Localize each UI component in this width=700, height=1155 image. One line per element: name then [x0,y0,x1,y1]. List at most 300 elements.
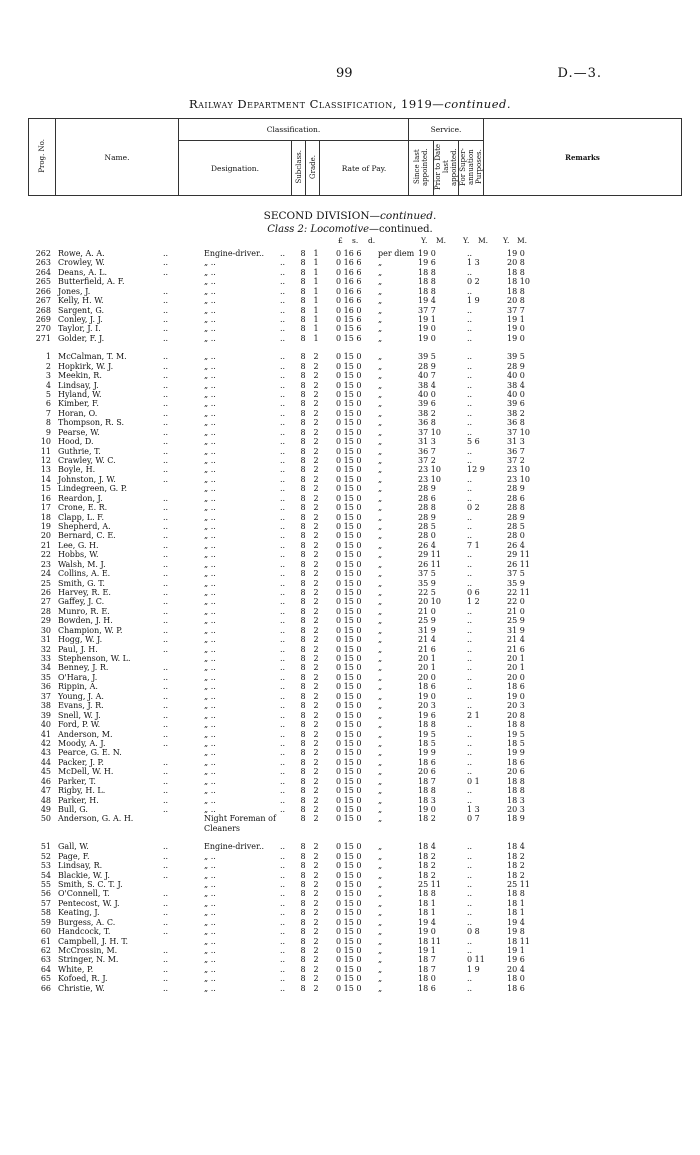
rate-of-pay: 0 15 0 [336,795,362,805]
leader-dots: .. [280,305,286,315]
service-superannuation: 28 5 [507,522,525,532]
leader-dots: .. [163,427,169,437]
service-superannuation: 21 0 [507,606,525,616]
unit-months-3: M. [517,236,528,245]
rate-of-pay: 0 16 6 [336,267,362,277]
service-prior: .. [467,644,473,654]
service-prior: .. [467,522,473,532]
leader-dots: .. [163,672,169,682]
service-superannuation: 18 9 [507,814,525,824]
subclass: 8 [300,559,306,569]
rate-of-pay: 0 15 0 [336,889,362,899]
pay-period: „ [378,606,383,616]
grade: 2 [313,371,319,381]
service-superannuation: 19 6 [507,955,525,965]
employee-name: Thompson, R. S. [58,418,125,428]
employee-name: Anderson, M. [58,729,113,739]
leader-dots: .. [163,767,169,777]
designation: „ .. [204,296,216,306]
employee-name: Burgess, A. C. [58,917,116,927]
service-prior: .. [467,380,473,390]
grade: 2 [313,390,319,400]
leader-dots: .. [280,390,286,400]
rate-of-pay: 0 16 6 [336,286,362,296]
employee-name: Benney, J. R. [58,663,109,673]
prog-no: 38 [40,701,51,711]
service-superannuation: 20 3 [507,804,525,814]
prog-no: 40 [40,720,51,730]
service-since-last: 18 2 [418,851,436,861]
service-since-last: 18 8 [418,267,436,277]
service-since-last: 19 0 [418,804,436,814]
pay-period: per diem [378,249,415,258]
page-number: 99 [336,66,353,81]
pay-period: „ [378,324,383,334]
leader-dots: .. [163,842,169,852]
service-since-last: 38 2 [418,408,436,418]
leader-dots: .. [280,720,286,730]
leader-dots: .. [280,456,286,466]
leader-dots: .. [163,446,169,456]
prog-no: 24 [40,569,51,579]
leader-dots: .. [280,917,286,927]
service-since-last: 22 5 [418,588,436,598]
service-superannuation: 39 6 [507,399,525,409]
service-since-last: 35 9 [418,578,436,588]
grade: 2 [313,644,319,654]
prog-no: 265 [35,277,51,287]
service-since-last: 18 4 [418,842,436,852]
employee-name: McCalman, T. M. [58,352,127,362]
rate-of-pay: 0 15 0 [336,936,362,946]
employee-name: Crowley, W. [58,258,105,268]
service-prior: .. [467,757,473,767]
rate-of-pay: 0 15 0 [336,531,362,541]
rate-of-pay: 0 15 0 [336,418,362,428]
rate-of-pay: 0 15 0 [336,654,362,664]
prog-no: 51 [40,842,51,852]
leader-dots: .. [280,418,286,428]
grade: 2 [313,861,319,871]
pay-period: „ [378,503,383,513]
service-prior: .. [467,729,473,739]
prog-no: 28 [40,606,51,616]
leader-dots: .. [280,757,286,767]
grade: 2 [313,361,319,371]
service-since-last: 21 0 [418,606,436,616]
leader-dots: .. [280,974,286,984]
pay-period: „ [378,267,383,277]
grade: 2 [313,738,319,748]
pay-period: „ [378,456,383,466]
leader-dots: .. [163,625,169,635]
subclass: 8 [300,983,306,993]
unit-months-2: M. [478,236,489,245]
service-since-last: 19 0 [418,691,436,701]
pay-period: „ [378,465,383,475]
subclass: 8 [300,333,306,343]
leader-dots: .. [280,682,286,692]
grade: 2 [313,418,319,428]
rate-of-pay: 0 15 6 [336,315,362,324]
prog-no: 59 [40,917,51,927]
service-since-last: 25 9 [418,616,436,626]
subclass: 8 [300,654,306,664]
unit-years-3: Y. [503,236,510,245]
leader-dots: .. [280,654,286,664]
designation: „ .. [204,861,216,871]
pay-period: „ [378,635,383,645]
leader-dots: .. [163,898,169,908]
designation: „ .. [204,418,216,428]
designation: „ .. [204,701,216,711]
service-prior: 0 7 [467,814,480,824]
leader-dots: .. [280,267,286,277]
leader-dots: .. [280,296,286,306]
title-continued: continued. [444,97,512,111]
employee-name: Hyland, W. [58,390,102,400]
rate-of-pay: 0 15 0 [336,851,362,861]
service-since-last: 19 1 [418,315,436,324]
service-prior: .. [467,267,473,277]
leader-dots: .. [280,512,286,522]
employee-name: Gall, W. [58,842,89,852]
pay-period: „ [378,804,383,814]
pay-period: „ [378,380,383,390]
service-header: Service. [409,119,484,141]
service-since-last: 28 9 [418,484,436,494]
service-since-last: 18 7 [418,776,436,786]
service-prior: .. [467,418,473,428]
service-prior: .. [467,720,473,730]
grade: 2 [313,625,319,635]
service-prior: 0 2 [467,503,480,513]
rate-of-pay: 0 15 0 [336,456,362,466]
service-since-last: 18 6 [418,757,436,767]
leader-dots: .. [163,588,169,598]
leader-dots: .. [280,503,286,513]
grade: 2 [313,465,319,475]
leader-dots: .. [280,748,286,758]
service-superannuation: 26 11 [507,559,530,569]
leader-dots: .. [163,738,169,748]
leader-dots: .. [280,361,286,371]
leader-dots: .. [163,437,169,447]
service-superannuation: 37 10 [507,427,530,437]
pay-period: „ [378,531,383,541]
pay-period: „ [378,399,383,409]
service-since-last: 18 5 [418,738,436,748]
pay-period: „ [378,748,383,758]
employee-name: Walsh, M. J. [58,559,106,569]
employee-name: Kofoed, R. J. [58,974,108,984]
prog-no: 19 [40,522,51,532]
subclass-header: Subclass. [292,141,306,196]
designation: „ .. [204,927,216,937]
employee-name: Munro, R. E. [58,606,110,616]
leader-dots: .. [280,616,286,626]
pay-period: „ [378,474,383,484]
service-since-last: 18 6 [418,983,436,993]
service-prior: .. [467,654,473,664]
service-since-last: 18 1 [418,908,436,918]
prog-no: 44 [40,757,51,767]
prog-no: 16 [40,493,51,503]
designation: „ .. [204,983,216,993]
employee-name: Champion, W. P. [58,625,123,635]
service-since-last: 18 6 [418,682,436,692]
prog-no: 47 [40,786,51,796]
service-since-last: 18 8 [418,786,436,796]
designation: „ .. [204,625,216,635]
rate-of-pay: 0 15 0 [336,691,362,701]
employee-name: Kelly, H. W. [58,296,104,306]
service-since-last: 19 0 [418,333,436,343]
rate-of-pay: 0 15 0 [336,578,362,588]
leader-dots: .. [280,569,286,579]
pay-period: „ [378,446,383,456]
employee-name: Page, F. [58,851,90,861]
leader-dots: .. [163,333,169,343]
grade: 1 [313,286,319,296]
rate-of-pay: 0 15 0 [336,738,362,748]
prog-no: 55 [40,879,51,889]
designation: „ .. [204,569,216,579]
subclass: 8 [300,898,306,908]
employee-name: Anderson, G. A. H. [58,814,134,824]
service-since-last: 18 8 [418,286,436,296]
pay-period: „ [378,955,383,965]
service-since-last: 18 0 [418,974,436,984]
prog-no: 54 [40,870,51,880]
remarks-header: Remarks [484,119,682,196]
leader-dots: .. [163,861,169,871]
employee-name: Bernard, C. E. [58,531,116,541]
pay-period: „ [378,738,383,748]
pay-period: „ [378,870,383,880]
service-superannuation: 20 3 [507,701,525,711]
prog-no: 1 [45,352,51,362]
employee-name: Jones, J. [58,286,91,296]
leader-dots: .. [163,305,169,315]
service-prior: 0 1 [467,776,480,786]
service-prior: .. [467,917,473,927]
subclass: 8 [300,720,306,730]
service-prior: .. [467,870,473,880]
pay-period: „ [378,550,383,560]
rate-of-pay: 0 15 0 [336,917,362,927]
prog-no: 66 [40,983,51,993]
service-prior: .. [467,748,473,758]
designation: „ .. [204,879,216,889]
prog-no: 25 [40,578,51,588]
prog-no: 56 [40,889,51,899]
grade: 2 [313,983,319,993]
prog-no: 3 [45,371,51,381]
prog-no: 11 [40,446,51,456]
leader-dots: .. [163,927,169,937]
employee-name: Shepherd, A. [58,522,111,532]
pay-period: „ [378,654,383,664]
pay-period: „ [378,842,383,852]
subclass: 8 [300,569,306,579]
table-row [0,984,700,994]
rate-of-pay: 0 15 0 [336,569,362,579]
rate-of-pay: 0 15 0 [336,720,362,730]
service-superannuation: 18 1 [507,898,525,908]
rate-of-pay: 0 15 0 [336,879,362,889]
pay-period: „ [378,814,383,824]
leader-dots: .. [163,917,169,927]
designation-header: Designation. [179,141,292,196]
grade: 2 [313,503,319,513]
rate-of-pay: 0 15 0 [336,955,362,965]
subclass: 8 [300,757,306,767]
grade: 2 [313,767,319,777]
pay-period: „ [378,418,383,428]
designation: „ .. [204,776,216,786]
employee-name: Guthrie, T. [58,446,101,456]
leader-dots: .. [163,983,169,993]
leader-dots: .. [280,522,286,532]
leader-dots: .. [163,889,169,899]
grade: 2 [313,559,319,569]
prog-no: 12 [40,456,51,466]
designation: „ .. [204,315,216,324]
prog-no: 7 [45,408,51,418]
grade: 2 [313,786,319,796]
grade: 2 [313,936,319,946]
service-superannuation: 19 8 [507,927,525,937]
service-prior: .. [467,625,473,635]
service-since-last: 31 3 [418,437,436,447]
rate-of-pay: 0 15 0 [336,371,362,381]
leader-dots: .. [163,315,169,324]
leader-dots: .. [280,324,286,334]
leader-dots: .. [163,635,169,645]
service-prior: .. [467,738,473,748]
employee-name: Crawley, W. C. [58,456,116,466]
rate-of-pay: 0 16 0 [336,305,362,315]
subclass: 8 [300,465,306,475]
service-superannuation: 37 7 [507,305,525,315]
employee-name: Packer, J. P. [58,757,104,767]
prog-no: 31 [40,635,51,645]
service-prior: .. [467,315,473,324]
designation: „ .. [204,456,216,466]
employee-name: Horan, O. [58,408,98,418]
employee-name: Boyle, H. [58,465,96,475]
prog-no: 5 [45,390,51,400]
rate-of-pay: 0 15 6 [336,324,362,334]
service-since-last: 29 11 [418,550,441,560]
rate-of-pay: 0 15 0 [336,474,362,484]
employee-name: Pearce, G. E. N. [58,748,122,758]
leader-dots: .. [163,503,169,513]
service-prior: .. [467,945,473,955]
subclass: 8 [300,795,306,805]
pay-period: „ [378,682,383,692]
service-prior: .. [467,879,473,889]
grade: 1 [313,249,319,258]
employee-name: Deans, A. L. [58,267,107,277]
grade: 2 [313,437,319,447]
leader-dots: .. [280,851,286,861]
service-since-last: 28 5 [418,522,436,532]
grade: 2 [313,663,319,673]
rate-of-pay: 0 15 0 [336,606,362,616]
employee-name: Young, J. A. [58,691,104,701]
leader-dots: .. [163,804,169,814]
prog-no: 34 [40,663,51,673]
pay-period: „ [378,427,383,437]
grade: 2 [313,380,319,390]
rate-of-pay: 0 15 0 [336,786,362,796]
rate-of-pay: 0 15 0 [336,767,362,777]
service-prior: 7 1 [467,540,480,550]
grade: 2 [313,720,319,730]
leader-dots: .. [163,418,169,428]
service-superannuation: 18 4 [507,842,525,852]
employee-name: Gaffey, J. C. [58,597,105,607]
pay-period: „ [378,672,383,682]
leader-dots: .. [280,606,286,616]
service-prior: .. [467,399,473,409]
subclass: 8 [300,578,306,588]
service-superannuation: 19 1 [507,945,525,955]
grade-header: Grade. [306,141,320,196]
leader-dots: .. [280,249,286,258]
leader-dots: .. [163,408,169,418]
designation: „ .. [204,390,216,400]
rate-of-pay: 0 15 0 [336,983,362,993]
leader-dots: .. [280,371,286,381]
grade: 2 [313,578,319,588]
employee-name: Stringer, N. M. [58,955,119,965]
pay-period: „ [378,701,383,711]
service-superannuation: 18 3 [507,795,525,805]
designation: „ .. [204,936,216,946]
rate-of-pay: 0 15 0 [336,597,362,607]
designation: „ .. [204,748,216,758]
leader-dots: .. [163,974,169,984]
service-prior: .. [467,936,473,946]
service-superannuation: 21 4 [507,635,525,645]
rate-of-pay: 0 15 0 [336,814,362,824]
designation: „ .. [204,267,216,277]
leader-dots: .. [163,870,169,880]
service-superannuation: 22 0 [507,597,525,607]
pay-period: „ [378,512,383,522]
leader-dots: .. [163,267,169,277]
leader-dots: .. [163,493,169,503]
service-superannuation: 20 8 [507,710,525,720]
grade: 2 [313,540,319,550]
service-superannuation: 19 0 [507,249,525,258]
subclass: 8 [300,305,306,315]
grade: 2 [313,842,319,852]
service-superannuation: 18 10 [507,277,530,287]
service-superannuation: 28 9 [507,361,525,371]
designation: „ .. [204,361,216,371]
rate-of-pay: 0 15 0 [336,870,362,880]
leader-dots: .. [163,786,169,796]
leader-dots: .. [163,559,169,569]
employee-name: Handcock, T. [58,927,111,937]
leader-dots: .. [280,635,286,645]
service-superannuation: 19 1 [507,315,525,324]
service-prior: .. [467,795,473,805]
